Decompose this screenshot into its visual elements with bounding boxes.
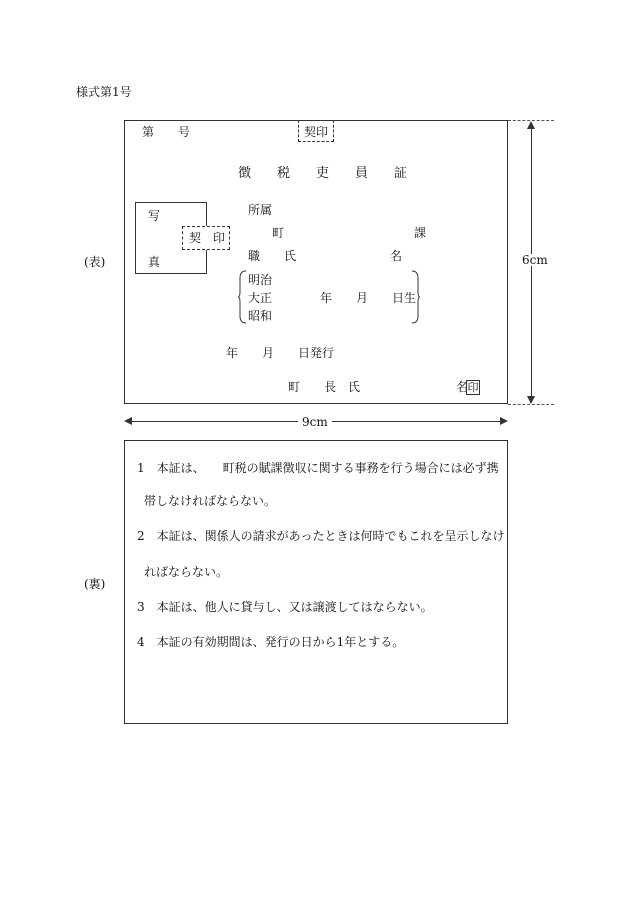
back-item-4: 4 本証の有効期間は、発行の日から1年とする。 [137,635,405,649]
affiliation-label: 所属 [248,203,273,217]
form-title: 様式第1号 [76,85,132,99]
arrow-up-icon [527,121,535,129]
position-name-label-2: 名 [390,249,403,263]
number-label-2: 号 [178,125,191,139]
back-item-3: 3 本証は、他人に貸与し、又は譲渡してはならない。 [137,600,433,614]
back-item-1b: 帯しなければならない。 [144,494,277,508]
issue-date: 年 月 日発行 [226,346,335,360]
photo-char-2: 真 [148,255,161,269]
birth-year: 年 [320,291,333,305]
right-brace-icon [410,270,420,324]
era-2: 大正 [248,291,273,305]
birth-day: 日生 [392,291,417,305]
back-item-2a: 2 本証は、関係人の請求があったときは何時でもこれを呈示しなけ [137,529,505,543]
mayor-label: 町 長 氏 [288,380,361,394]
back-item-1a: 1 本証は、 町税の賦課徴収に関する事務を行う場合には必ず携 [137,461,499,475]
mayor-name-label: 名 [456,380,469,394]
left-brace-icon [238,270,248,324]
seal-photo-label: 契 印 [189,231,226,245]
era-1: 明治 [248,273,273,287]
seal-top-label: 契印 [304,125,329,139]
arrow-down-icon [527,396,535,404]
back-side-label: (裏) [84,577,106,591]
position-name-label-1: 職 氏 [248,249,297,263]
division-label: 課 [414,226,427,240]
photo-char-1: 写 [148,209,161,223]
number-label-1: 第 [142,125,155,139]
front-side-label: (表) [84,255,106,269]
dim-bottom-extension [508,404,554,405]
arrow-left-icon [124,417,132,425]
town-label: 町 [272,226,285,240]
birth-month: 月 [356,291,369,305]
height-label: 6cm [518,254,552,266]
card-title: 徴 税 吏 員 証 [238,166,408,181]
mayor-seal-icon: 印 [467,381,479,394]
back-item-2b: ればならない。 [144,565,229,579]
era-3: 昭和 [248,309,273,323]
arrow-right-icon [500,417,508,425]
width-label: 9cm [298,416,332,428]
back-card [124,440,508,724]
